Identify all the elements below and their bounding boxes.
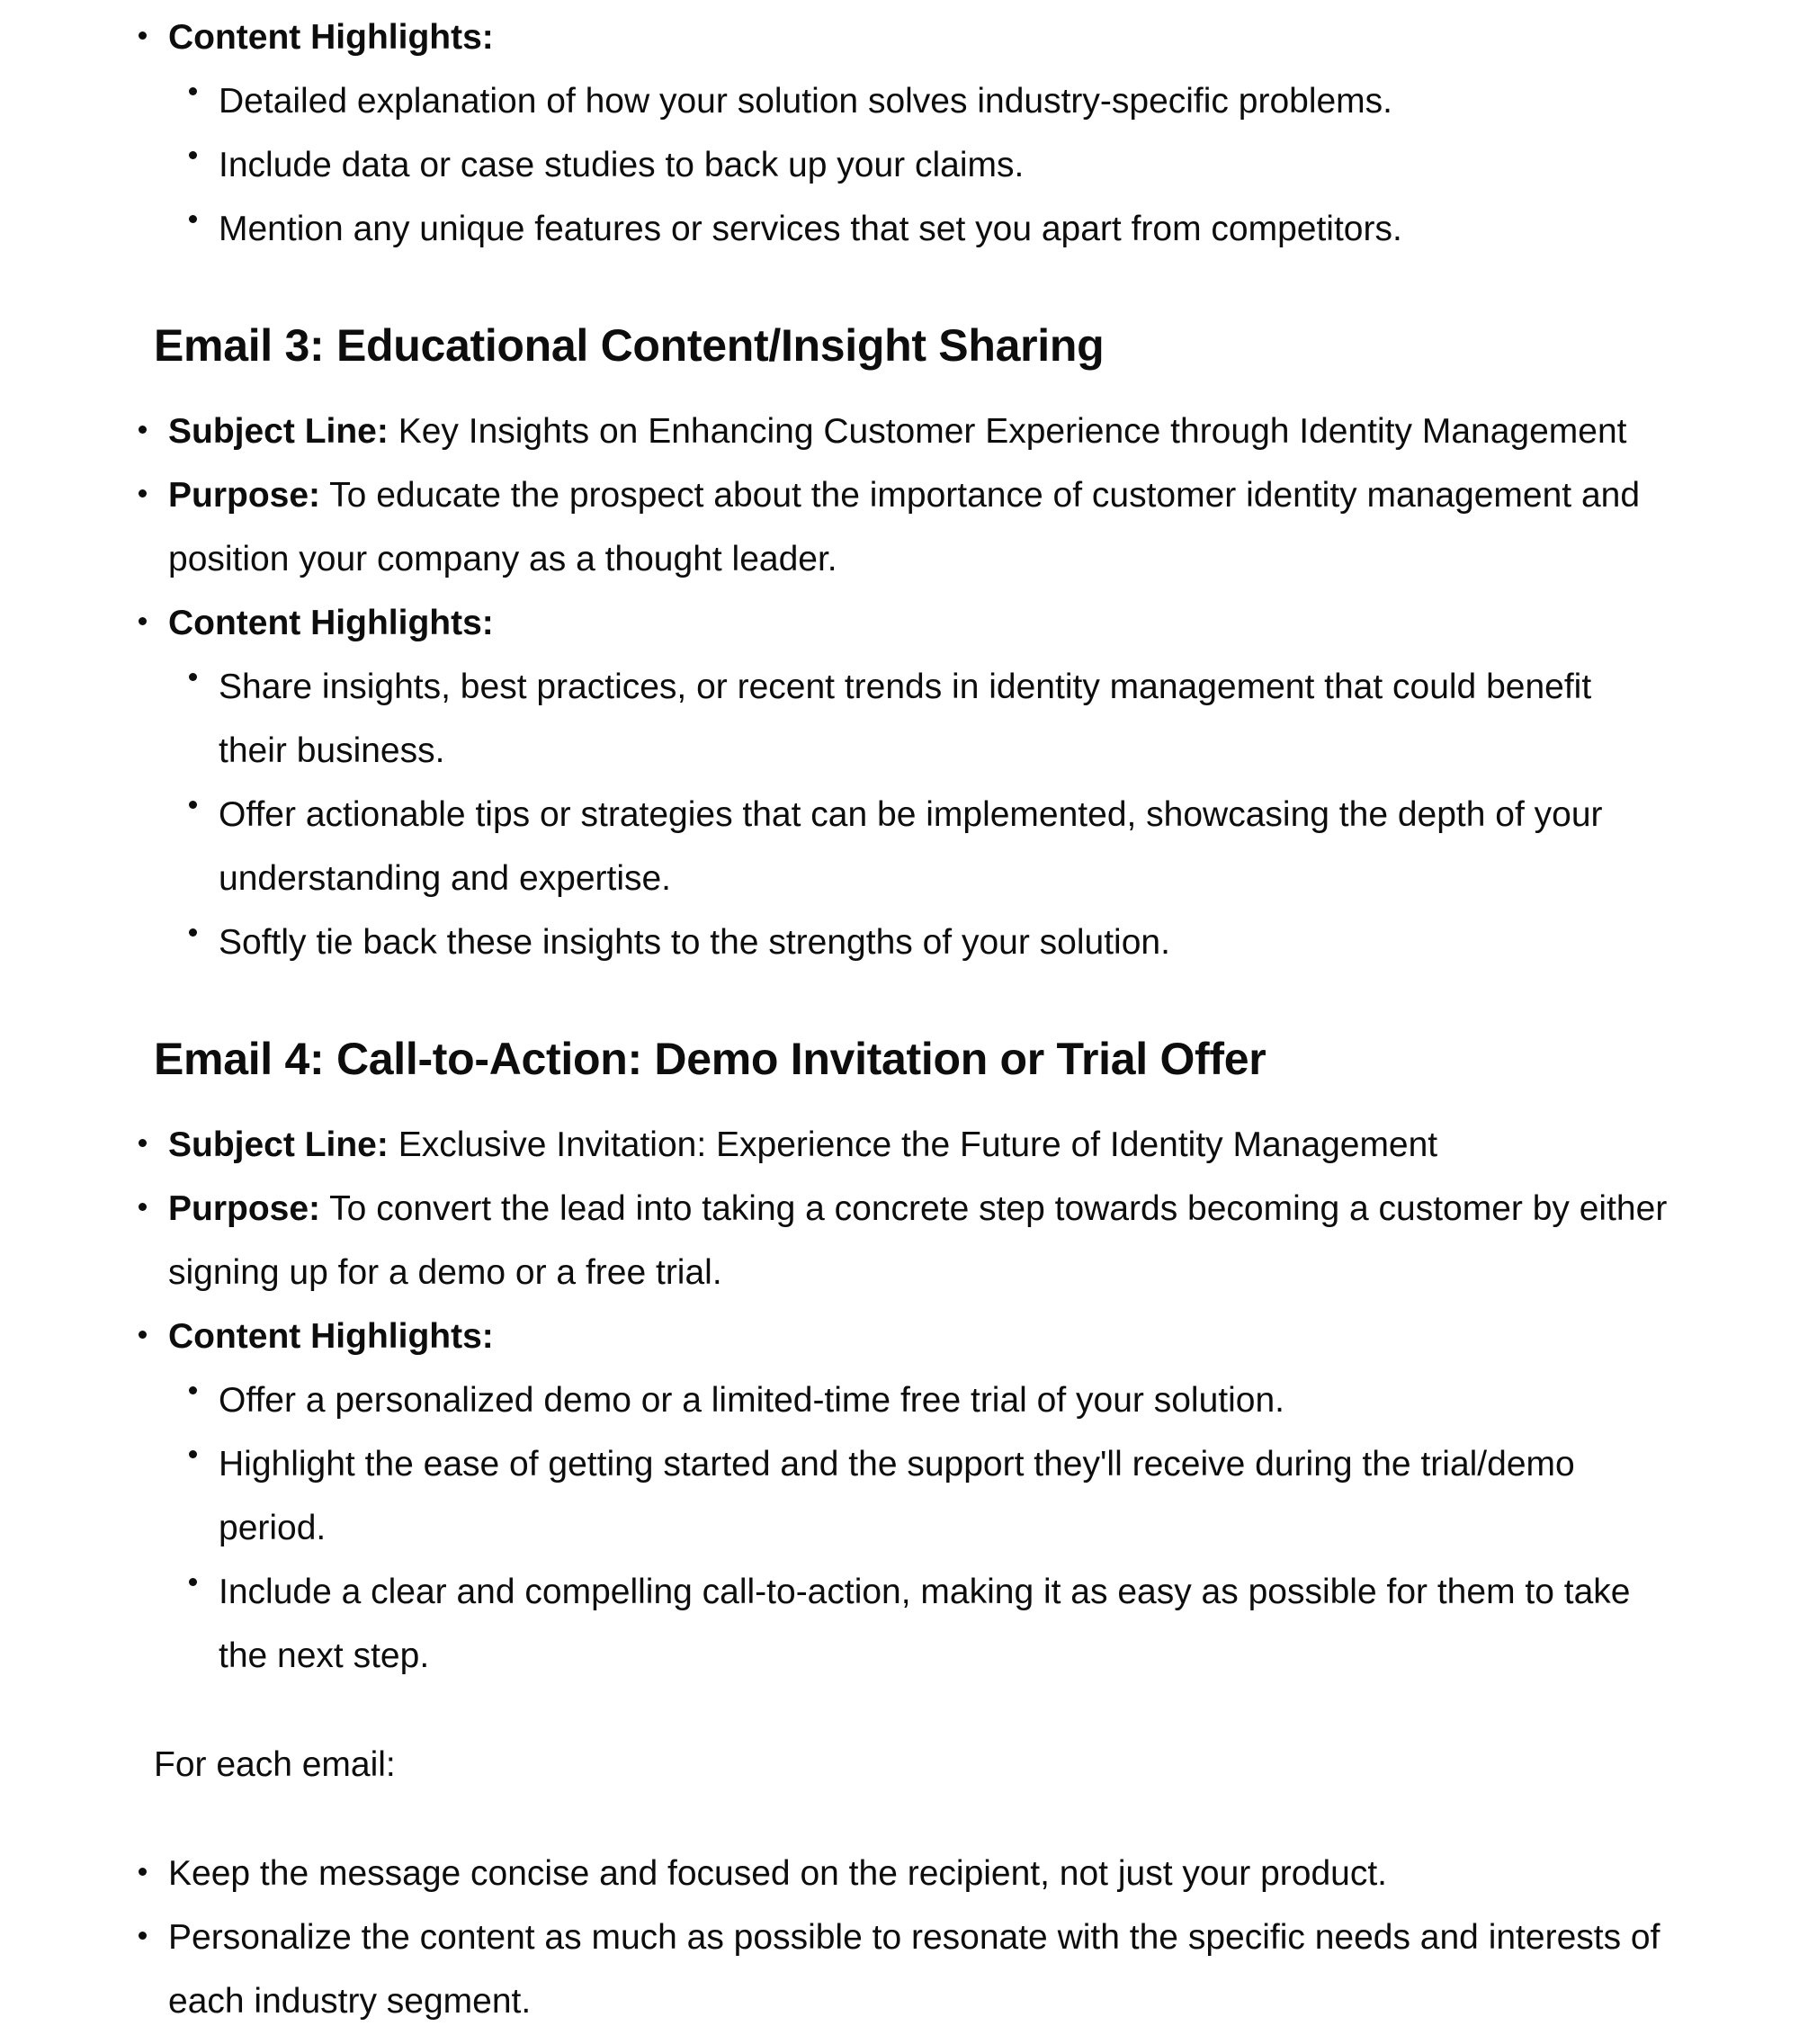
bullet-dot bbox=[139, 1331, 147, 1339]
bullet-dot bbox=[139, 1203, 147, 1211]
list-item: Detailed explanation of how your solution solves industry-specific problems. bbox=[219, 82, 1392, 121]
list-item: Include data or case studies to back up your claims. bbox=[219, 146, 1025, 184]
bullet-dot bbox=[139, 1932, 147, 1940]
email4-purpose-continued: signing up for a demo or a free trial. bbox=[168, 1253, 722, 1292]
email4-heading: Email 4: Call-to-Action: Demo Invitation or Trial Offer bbox=[154, 1034, 1266, 1084]
email4-purpose: Purpose: To convert the lead into taking a concrete step towards becoming a customer by either bbox=[168, 1189, 1668, 1228]
bullet-dot bbox=[139, 1868, 147, 1876]
list-item: Share insights, best practices, or recent trends in identity management that could benefit bbox=[219, 668, 1592, 706]
bullet-dot bbox=[139, 489, 147, 498]
list-item: Softly tie back these insights to the strengths of your solution. bbox=[219, 923, 1170, 962]
bullet-dot bbox=[139, 1139, 147, 1147]
list-item-continued: each industry segment. bbox=[168, 1982, 532, 2021]
email4-subject-line: Subject Line: Exclusive Invitation: Experience the Future of Identity Management bbox=[168, 1125, 1438, 1164]
bullet-dot bbox=[189, 1386, 197, 1394]
list-item: Include a clear and compelling call-to-action, making it as easy as possible for them to take bbox=[219, 1573, 1631, 1611]
bullet-dot bbox=[189, 801, 197, 809]
list-item-continued: understanding and expertise. bbox=[219, 859, 672, 898]
content-highlights-label: Content Highlights: bbox=[168, 604, 494, 642]
list-item-continued: period. bbox=[219, 1509, 327, 1547]
bullet-dot bbox=[139, 31, 147, 40]
list-item: Personalize the content as much as possible to resonate with the specific needs and interests of bbox=[168, 1918, 1660, 1957]
list-item: Highlight the ease of getting started and the support they'll receive during the trial/demo bbox=[219, 1445, 1575, 1484]
email3-heading: Email 3: Educational Content/Insight Sharing bbox=[154, 320, 1105, 371]
closing-intro: For each email: bbox=[154, 1745, 396, 1784]
list-item: Mention any unique features or services that set you apart from competitors. bbox=[219, 210, 1402, 248]
list-item-continued: their business. bbox=[219, 731, 445, 770]
content-highlights-label: Content Highlights: bbox=[168, 18, 494, 57]
content-highlights-label: Content Highlights: bbox=[168, 1317, 494, 1356]
email3-purpose: Purpose: To educate the prospect about the importance of customer identity management and bbox=[168, 476, 1641, 515]
bullet-dot bbox=[189, 1578, 197, 1586]
list-item-continued: the next step. bbox=[219, 1636, 430, 1675]
list-item: Keep the message concise and focused on the recipient, not just your product. bbox=[168, 1854, 1388, 1893]
bullet-dot bbox=[189, 673, 197, 681]
bullet-dot bbox=[189, 87, 197, 95]
bullet-dot bbox=[139, 426, 147, 434]
bullet-dot bbox=[189, 1450, 197, 1458]
bullet-dot bbox=[189, 928, 197, 937]
list-item: Offer a personalized demo or a limited-time free trial of your solution. bbox=[219, 1381, 1284, 1420]
email3-purpose-continued: position your company as a thought leader. bbox=[168, 540, 837, 578]
email3-subject-line: Subject Line: Key Insights on Enhancing Customer Experience through Identity Management bbox=[168, 412, 1627, 451]
bullet-dot bbox=[189, 215, 197, 223]
bullet-dot bbox=[139, 617, 147, 625]
bullet-dot bbox=[189, 151, 197, 159]
list-item: Offer actionable tips or strategies that can be implemented, showcasing the depth of your bbox=[219, 795, 1603, 834]
